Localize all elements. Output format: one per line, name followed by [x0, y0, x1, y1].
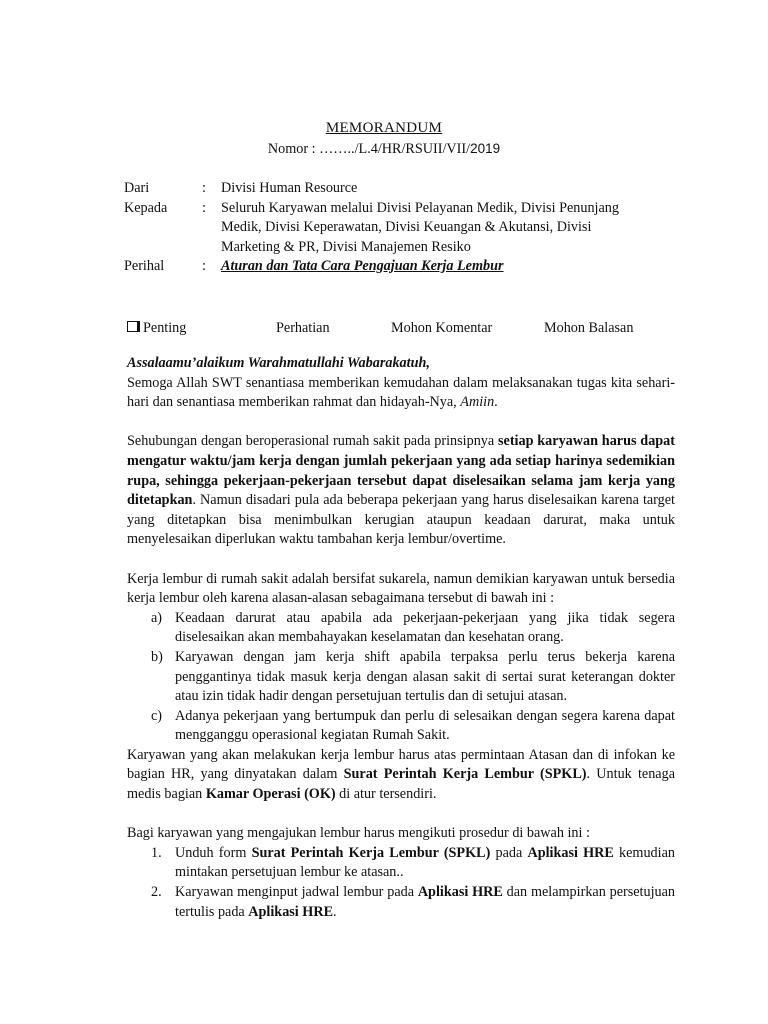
meta-perihal-row	[124, 257, 654, 277]
step-text: Karyawan menginput jadwal lembur pada	[175, 884, 418, 901]
reasons-list	[127, 609, 675, 746]
paragraph-request	[127, 746, 675, 805]
meta-colon: :	[202, 199, 206, 216]
paragraph-opening-end: .	[494, 394, 498, 411]
paragraph-request-a: Karyawan yang akan melakukan kerja lembur harus atas permintaan Atasan dan di infokan ke bagian HR, yang dinyatakan dalam	[127, 746, 675, 783]
memo-number-prefix: Nomor : ……../L.4/HR/RSUII/VII/	[267, 141, 471, 157]
meta-kepada-value: Seluruh Karyawan melalui Divisi Pelayanan Medik, Divisi Penunjang Medik, Divisi Keperawatan, Divisi Keuangan & Akutansi, Divisi Marketing & PR, Divisi Manajemen Resiko	[221, 199, 619, 255]
paragraph-request-b: . Untuk tenaga medis bagian	[127, 766, 675, 803]
list-item-text: Keadaan darurat atau apabila ada pekerjaan-pekerjaan yang jika tidak segera diselesaikan akan membahayakan keselamatan dan kesehatan orang.	[175, 609, 675, 646]
paragraph-opening-amin: Amiin	[460, 394, 495, 411]
flag-mohon-komentar: Mohon Komentar	[391, 320, 493, 336]
meta-perihal-value: Aturan dan Tata Cara Pengajuan Kerja Lembur	[221, 258, 504, 274]
meta-kepada-label: Kepada	[124, 199, 168, 216]
steps-list	[127, 844, 675, 922]
meta-perihal-label: Perihal	[124, 258, 165, 274]
paragraph-work-hours-a: Sehubungan dengan beroperasional rumah sakit pada prinsipnya	[127, 433, 499, 450]
meta-colon: :	[202, 180, 206, 196]
paragraph-request-c: di atur tersendiri.	[335, 786, 437, 803]
list-marker: 2.	[151, 884, 162, 901]
flag-mohon-balasan: Mohon Balasan	[544, 320, 634, 336]
list-marker: c)	[151, 707, 163, 724]
flag-perhatian: Perhatian	[276, 320, 330, 336]
step-text: .	[333, 903, 337, 920]
list-item-text: Adanya pekerjaan yang bertumpuk dan perlu di selesaikan dengan segera karena dapat mengganggu operasional kegiatan Rumah Sakit.	[175, 707, 675, 744]
flag-penting	[127, 320, 186, 337]
meta-dari-value: Divisi Human Resource	[221, 180, 358, 196]
list-item	[127, 844, 675, 883]
step-bold: Aplikasi HRE	[527, 844, 614, 861]
flag-penting-label: Penting	[143, 320, 187, 336]
list-marker: a)	[151, 609, 163, 626]
step-text: pada	[490, 844, 528, 861]
list-item	[127, 609, 675, 648]
meta-colon: :	[202, 258, 206, 274]
paragraph-request-ok: Kamar Operasi (OK)	[205, 786, 336, 803]
paragraph-work-hours-bold: setiap karyawan harus dapat mengatur waktu/jam kerja dengan jumlah pekerjaan yang ada setiap harinya sedemikian rupa, sehingga pekerjaan-pekerjaan tersebut dapat diselesaikan selama jam kerja yang ditetapkan	[127, 433, 675, 509]
step-text: kemudian mintakan persetujuan lembur ke atasan..	[175, 844, 675, 881]
memo-meta	[124, 179, 654, 277]
step-bold: Aplikasi HRE	[417, 884, 503, 901]
paragraph-opening	[127, 374, 675, 413]
paragraph-work-hours	[127, 432, 675, 550]
step-bold: Aplikasi HRE	[248, 903, 334, 920]
step-text: dan melampirkan persetujuan tertulis pada	[175, 884, 676, 920]
paragraph-procedure: Bagi karyawan yang mengajukan lembur harus mengikuti prosedur di bawah ini :	[127, 825, 590, 842]
meta-dari-row	[124, 179, 654, 199]
greeting: Assalaamu’alaikum Warahmatullahi Wabarakatuh,	[127, 355, 430, 371]
meta-kepada-row	[124, 199, 654, 258]
step-bold: Surat Perintah Kerja Lembur (SPKL)	[251, 844, 491, 861]
list-item	[127, 883, 675, 922]
list-marker: 1.	[151, 844, 162, 861]
list-item	[127, 648, 675, 707]
memo-body	[127, 354, 675, 922]
paragraph-opening-text: Semoga Allah SWT senantiasa memberikan kemudahan dalam melaksanakan tugas kita sehari-hari dan senantiasa memberikan rahmat dan hidayah-Nya,	[127, 374, 675, 411]
memo-title: MEMORANDUM	[325, 120, 443, 136]
meta-dari-label: Dari	[124, 180, 150, 196]
paragraph-voluntary: Kerja lembur di rumah sakit adalah bersifat sukarela, namun demikian karyawan untuk bersedia kerja lembur oleh karena alasan-alasan sebagaimana tersebut di bawah ini :	[127, 570, 675, 607]
list-item	[127, 707, 675, 746]
memo-number-year: 2019	[470, 141, 501, 156]
paragraph-work-hours-b: . Namun disadari pula ada beberapa pekerjaan yang harus diselesaikan karena target yang ditetapkan bisa menimbulkan kerugian ataupun keadaan darurat, maka untuk menyelesaikan diperlukan waktu tambahan kerja lembur/overtime.	[127, 492, 675, 548]
paragraph-request-spkl: Surat Perintah Kerja Lembur (SPKL)	[343, 766, 587, 783]
list-marker: b)	[151, 648, 163, 665]
checkbox-icon	[127, 321, 140, 332]
list-item-text: Karyawan dengan jam kerja shift apabila terpaksa perlu terus bekerja karena penggantinya tidak masuk kerja dengan alasan sakit di sertai surat keterangan dokter atau izin tidak hadir dengan persetujuan tertulis dan di setujui atasan.	[175, 648, 675, 705]
memo-flags	[127, 320, 687, 340]
memo-number	[0, 141, 768, 158]
step-text: Unduh form	[175, 844, 252, 861]
